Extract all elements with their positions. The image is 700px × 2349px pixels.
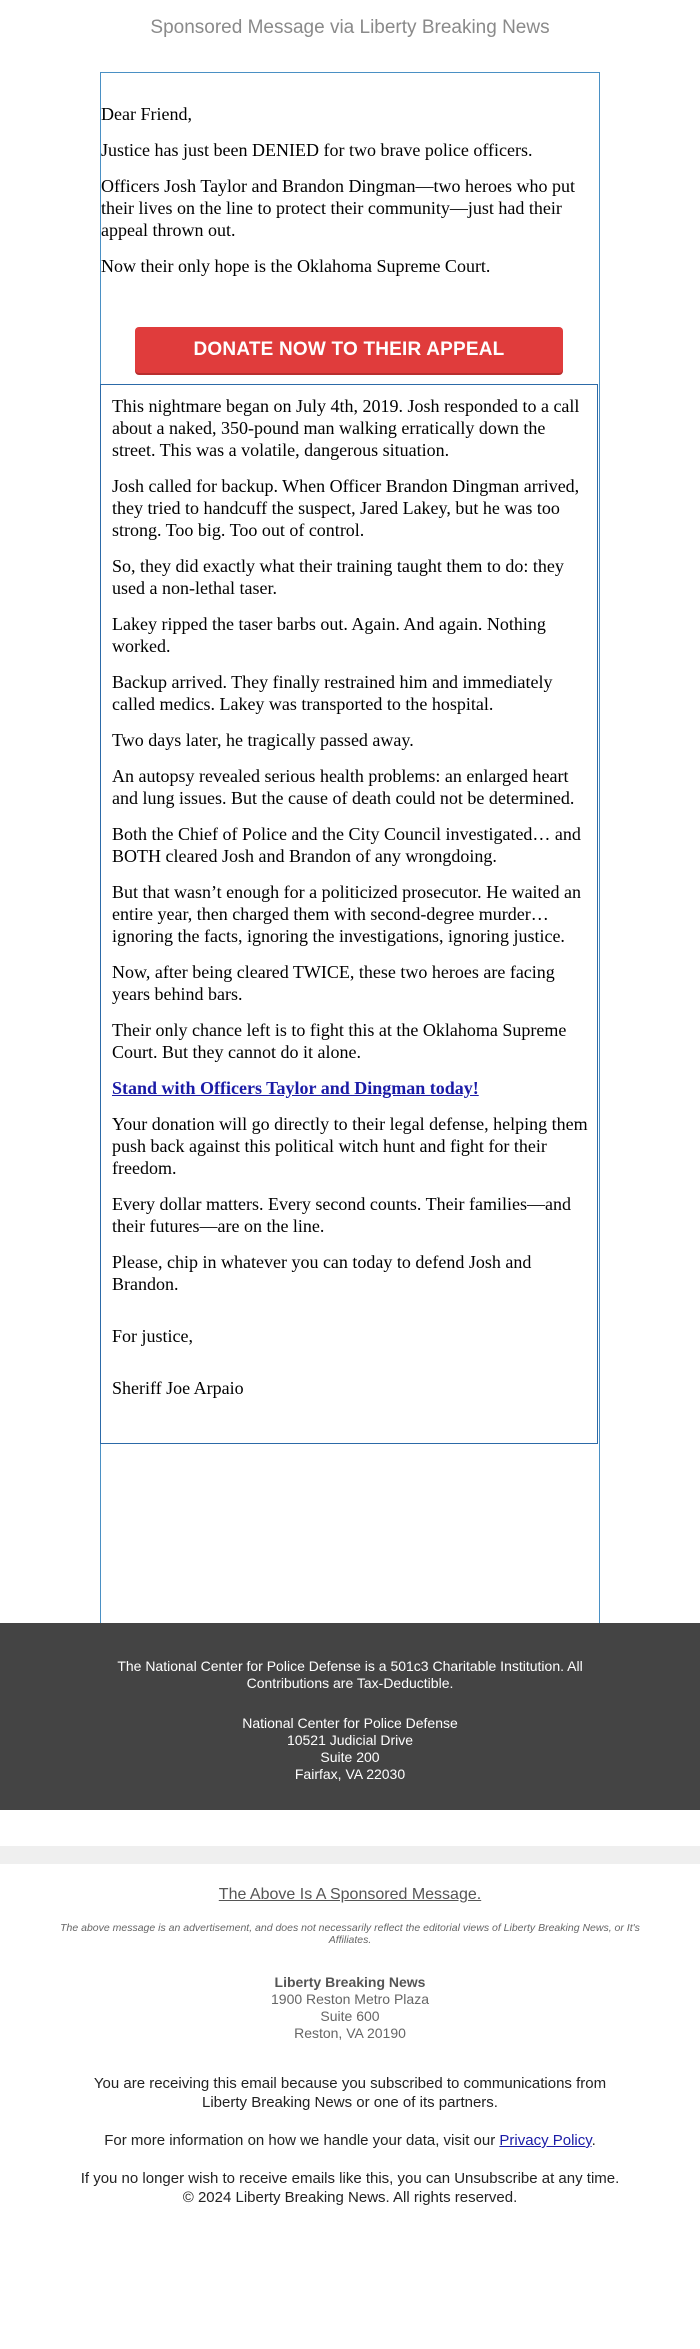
story-paragraph: So, they did exactly what their training taught them to do: they used a non-lethal taser. <box>112 556 564 598</box>
organization-address <box>110 1715 590 1783</box>
story-paragraph: An autopsy revealed serious health problems: an enlarged heart and lung issues. But the cause of death could not be determined. <box>112 766 575 808</box>
privacy-policy-link[interactable]: Privacy Policy <box>499 2132 592 2149</box>
privacy-notice <box>70 2131 630 2150</box>
story-paragraph: This nightmare began on July 4th, 2019. Josh responded to a call about a naked, 350-pound man walking erratically down the street. This was a volatile, dangerous situation. <box>112 396 580 460</box>
letter-intro <box>101 103 599 291</box>
publisher-street: 1900 Reston Metro Plaza <box>271 1991 429 2007</box>
story-paragraph: Both the Chief of Police and the City Council investigated… and BOTH cleared Josh and Brandon of any wrongdoing. <box>112 824 581 866</box>
publisher-suite: Suite 600 <box>320 2008 380 2024</box>
letter-paragraph: Justice has just been DENIED for two brave police officers. <box>101 140 533 160</box>
story-paragraph: Now, after being cleared TWICE, these two heroes are facing years behind bars. <box>112 962 555 1004</box>
publisher-address <box>0 1974 700 2042</box>
story-paragraph: Lakey ripped the taser barbs out. Again. And again. Nothing worked. <box>112 614 546 656</box>
privacy-suffix: . <box>591 2132 596 2149</box>
legal-notices <box>70 2074 630 2207</box>
organization-suite: Suite 200 <box>320 1749 380 1765</box>
copyright-notice: © 2024 Liberty Breaking News. All rights reserved. <box>182 2189 518 2206</box>
letter-paragraph: Now their only hope is the Oklahoma Supreme Court. <box>101 256 491 276</box>
letter-signature: Sheriff Joe Arpaio <box>112 1378 244 1398</box>
section-divider <box>0 1846 700 1864</box>
stand-with-officers-link[interactable]: Stand with Officers Taylor and Dingman today! <box>112 1078 479 1098</box>
organization-name: National Center for Police Defense <box>242 1715 458 1731</box>
subscription-notice: You are receiving this email because you subscribed to communications from Liberty Breaking News or one of its partners. <box>93 2075 607 2111</box>
organization-footer <box>0 1623 700 1810</box>
story-paragraph: Backup arrived. They finally restrained him and immediately called medics. Lakey was transported to the hospital. <box>112 672 553 714</box>
letter-greeting: Dear Friend, <box>101 104 192 124</box>
tax-deductible-note: The National Center for Police Defense is a 501c3 Charitable Institution. All Contributions are Tax-Deductible. <box>117 1658 583 1691</box>
letter-closing: For justice, <box>112 1326 193 1346</box>
story-paragraph: Every dollar matters. Every second counts. Their families—and their futures—are on the line. <box>112 1194 572 1236</box>
publisher-name: Liberty Breaking News <box>274 1974 426 1990</box>
letter-paragraph: Officers Josh Taylor and Brandon Dingman—two heroes who put their lives on the line to protect their community—just had their appeal thrown out. <box>101 176 575 240</box>
story-paragraph: Please, chip in whatever you can today to defend Josh and Brandon. <box>112 1252 532 1294</box>
sponsored-header: Sponsored Message via Liberty Breaking News <box>150 17 550 38</box>
unsubscribe-notice[interactable]: If you no longer wish to receive emails like this, you can Unsubscribe at any time. <box>80 2170 620 2187</box>
organization-street: 10521 Judicial Drive <box>286 1732 414 1748</box>
donate-button[interactable]: DONATE NOW TO THEIR APPEAL <box>135 327 563 373</box>
story-text <box>112 395 592 1413</box>
story-paragraph: Their only chance left is to fight this at the Oklahoma Supreme Court. But they cannot do it alone. <box>112 1020 567 1062</box>
story-paragraph: Two days later, he tragically passed away. <box>112 730 414 750</box>
advertisement-disclaimer: The above message is an advertisement, and does not necessarily reflect the editorial views of Liberty Breaking News, or It's Affiliates. <box>60 1922 640 1946</box>
cta-paragraph <box>112 1077 592 1099</box>
privacy-prefix: For more information on how we handle your data, visit our <box>104 2132 500 2149</box>
publisher-city: Reston, VA 20190 <box>294 2025 406 2041</box>
story-paragraph: Your donation will go directly to their legal defense, helping them push back against this political witch hunt and fight for their freedom. <box>112 1114 588 1178</box>
story-box <box>100 384 598 1444</box>
sponsored-message-title: The Above Is A Sponsored Message. <box>218 1886 482 1903</box>
story-paragraph: Josh called for backup. When Officer Brandon Dingman arrived, they tried to handcuff the suspect, Jared Lakey, but he was too strong. Too big. Too out of control. <box>112 476 580 540</box>
organization-city: Fairfax, VA 22030 <box>294 1766 406 1782</box>
story-paragraph: But that wasn’t enough for a politicized prosecutor. He waited an entire year, then charged them with second-degree murder… ignoring the facts, ignoring the investigations, ignoring justice. <box>112 882 582 946</box>
